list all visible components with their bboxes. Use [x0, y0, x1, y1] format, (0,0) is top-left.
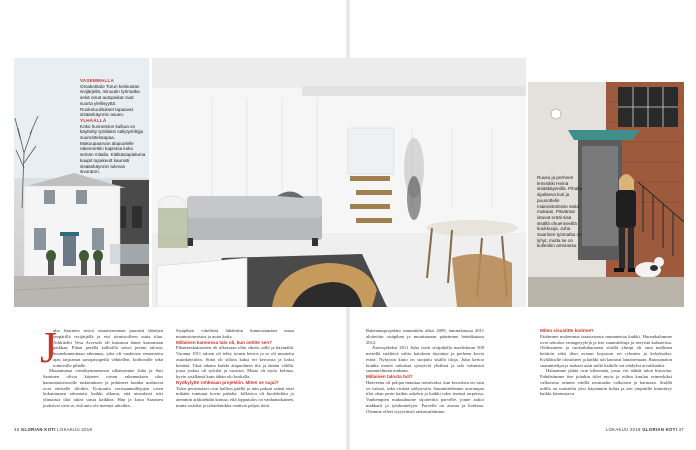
article-column-1: [43, 328, 163, 409]
magazine-name: GLORIAN KOTI: [642, 427, 678, 432]
paragraph: Pihankeskuksineen oli ulkoisaan ollut sikala, tallit ja käymäliä. Vuonna 1911 taloon oli tehty toinen kerros ja se oli muutettu asuinkäyttöön. Siinä oli silloin kaksi eri kerroista ja kaksi kenttää. Tänä aikana kaikki alapuolinen tila ja tämän välillä, jossa joskus oli työtilat ja varastot. Mutta oli myös kolmas, hyvin sisällänsä kuin tähän olo koskalla.: [176, 345, 294, 379]
caption-text: Koko huoneiston kulkua on käyttetty työtilaksi säilytyshlöjja suunnittelutapaa. Makuupaarvan alapuolelle rakennettiin kapistoa koko seinän mitalla. Kittikäsiaptaluma kaapit tupakeutt kaunisti sisäänkäynnin tulevan sivuraton.: [80, 123, 146, 175]
caption-text: Ruusu ja perheen lemmikki Heinä sisääkäynnillä. Pihalla sijaitseva kuti ja puunottelin mainostoimisto Saku mukaan, Päivänsä istuvat erääl sisä sisällä ohuennevillä koukkuuja. Juha Saarinen työmatka on lyhyt, mutta se on kullenkin ammassa.: [537, 175, 582, 249]
page-number: 47: [678, 427, 684, 432]
paragraph: Ästerojakeksi 2011 Juha vietti sisäpihalla maaliskuun 500 metrillä sisältävä valtio katoksen täyttänyt ja perheen kovia esinä. Nykyisin katto on suojattu sisällä tiloja. Juha kertoo kuinka monet ratkaisut syntyivät yhdessä ja talo valmistui suunnitelmien mukaan.: [366, 345, 484, 374]
paragraph: Päätimme molemmat tasaisaisesta muunnettaa kaikki. Huonekalumme ovat sekoitus vintagetyylejä ja itse suunniteltuja ja tietyistä kalusteista. Olohuoneen ja ruokailuhuoneen sisällä ylimpi oli oma mallinen keittiön sekä tilan avaran kirjaston eri ryhmiin ja kehykseksi. Kyläläisille olosuhteet ja kaikki tuli kantasti lainaisemaan. Ruusumaton suunnittelijat ja makeat asiat mille kaikille sai tehdyksi arvokkaaksi.: [540, 333, 672, 368]
page-number: 46: [14, 427, 20, 432]
caption-text: Omakotitalo Turun keskustan sivijärjellä, minuutin työmatka sekä omat autopaikat ovat suurta ylellisyyttä. Ruokotuulitukset tapaavat sisäänkäynnin asuen.: [80, 83, 140, 118]
living-room-illustration: [152, 58, 526, 307]
subheading: Miten sisustitte kotinne?: [540, 328, 594, 333]
folio-right: [606, 427, 684, 432]
subheading: Rydkylytte rohkeaan projektiin. Miten se sujui?: [176, 379, 279, 385]
paragraph: Rakennusprojektin suunnittelu alkoi 2009, tammikuussa 2011 aloitettiin sisäpihan ja muuttamaan pääsimme heinäkuussa 2012.: [366, 328, 484, 345]
subheading: Millainen talosta tuli?: [366, 374, 413, 379]
living-room-interior-photo: [152, 58, 526, 307]
photo-caption-left: [80, 78, 146, 175]
article-column-2: [176, 328, 294, 409]
paragraph: Haaveena oli pohjaa muuttaa toimivaksi, kun kerroksia on vain yö valoisi, sekä virittää säilytystila. Suunnittelemme avarampia tilat ohan perin kaikin askelen ja kaikki tulee itsensä tarpeissa. Vanhempien makuuhuone sijoitettiin parvelle, jonne auttoi makkarit ja työskentelyyn. Parvella on avaraa ja korkeaa. Olemme olleet tyytyväisiä ratkaisuihimme.: [366, 379, 484, 414]
issue-date: LOKAKUU 2018: [605, 427, 641, 432]
paragraph: Haluamme jättää osin tiiliseinää, jossa voi nähdä talon historiaa. Puhdistimme itse joitakin tiilet myös ja niihin kuuluu esimerkiksi valkoisina seinien värillä neutraalin valkoisen ja harmaan. Sisällä tulilla on maisteltu yksi käytännön kohta ja sen ympärille kiinnittyy kaikki kiinnostava.: [540, 368, 672, 397]
paragraph: Talon perustukset ovat kallion päällä ja niin paksut seinät ettei mikään tuntunut kovin pahalta. Julkisivu oli huolehdittu jo aiemmin arkkitehdin kanssa, että lopputulos on vanhanaikainen, mutta sisätilat ja talotekniikka vaativat paljon töitä.: [176, 385, 294, 408]
magazine-name: GLORIAN KOTI: [20, 427, 56, 432]
caption-heading: YLHÄÄLLÄ: [80, 117, 107, 123]
article-column-4: [540, 328, 672, 397]
photo-caption-right: [537, 175, 585, 249]
paragraph: Sisäpihan viiteltistä lähdettiin kunnostamaan omaa mainostoimistoa ja uutta kotia.: [176, 328, 294, 339]
caption-heading: VASEMMALLA: [80, 78, 115, 83]
issue-date: LOKAKUU 2018: [57, 427, 93, 432]
paragraph: uha Saarinen seisoi rautatieaseman puunisti lähtöjen ympärillä sivijärjellä ja etsi toimistolleen uutta tilaa. Arkkitehti Vesa Arvesalo oli kutsunut hänet katsomaan paikkaa. Pihan perällä kallioilla seisoi pienin talosta, huonekunnottaan rakennus, joka oli vanhoista remontoitu ajan tarjoamat sanojaisupeilit vähitellen, koiltuvalle sekä toimivalle pihalle.: [53, 328, 163, 368]
subheading: Millainen kannossa talo oli, kun ostitte sen?: [176, 339, 272, 345]
article-column-3: [366, 328, 484, 414]
drop-cap: J: [40, 323, 58, 372]
paragraph: Muutamassa viestikymmenessä ulkaisemme Juha ja Sari Saarinen olivat käyneet toisen rakennuksen ulos kantouttatietoisille tutkimuksen ja pohtineet kuinka mahtuvat ovat entiselle tiloihin. Korjuutta verstaanmallejajen osien kukuttuunen rakentaisi kaikki alkuun, että ainoalassi toki ylimaissa tilat tukea uusia kaikkea. Hän ja koira Saarinen juoksivat vain se, että auto ole mennyt aitteihin.: [43, 368, 163, 408]
folio-left: [14, 427, 92, 432]
